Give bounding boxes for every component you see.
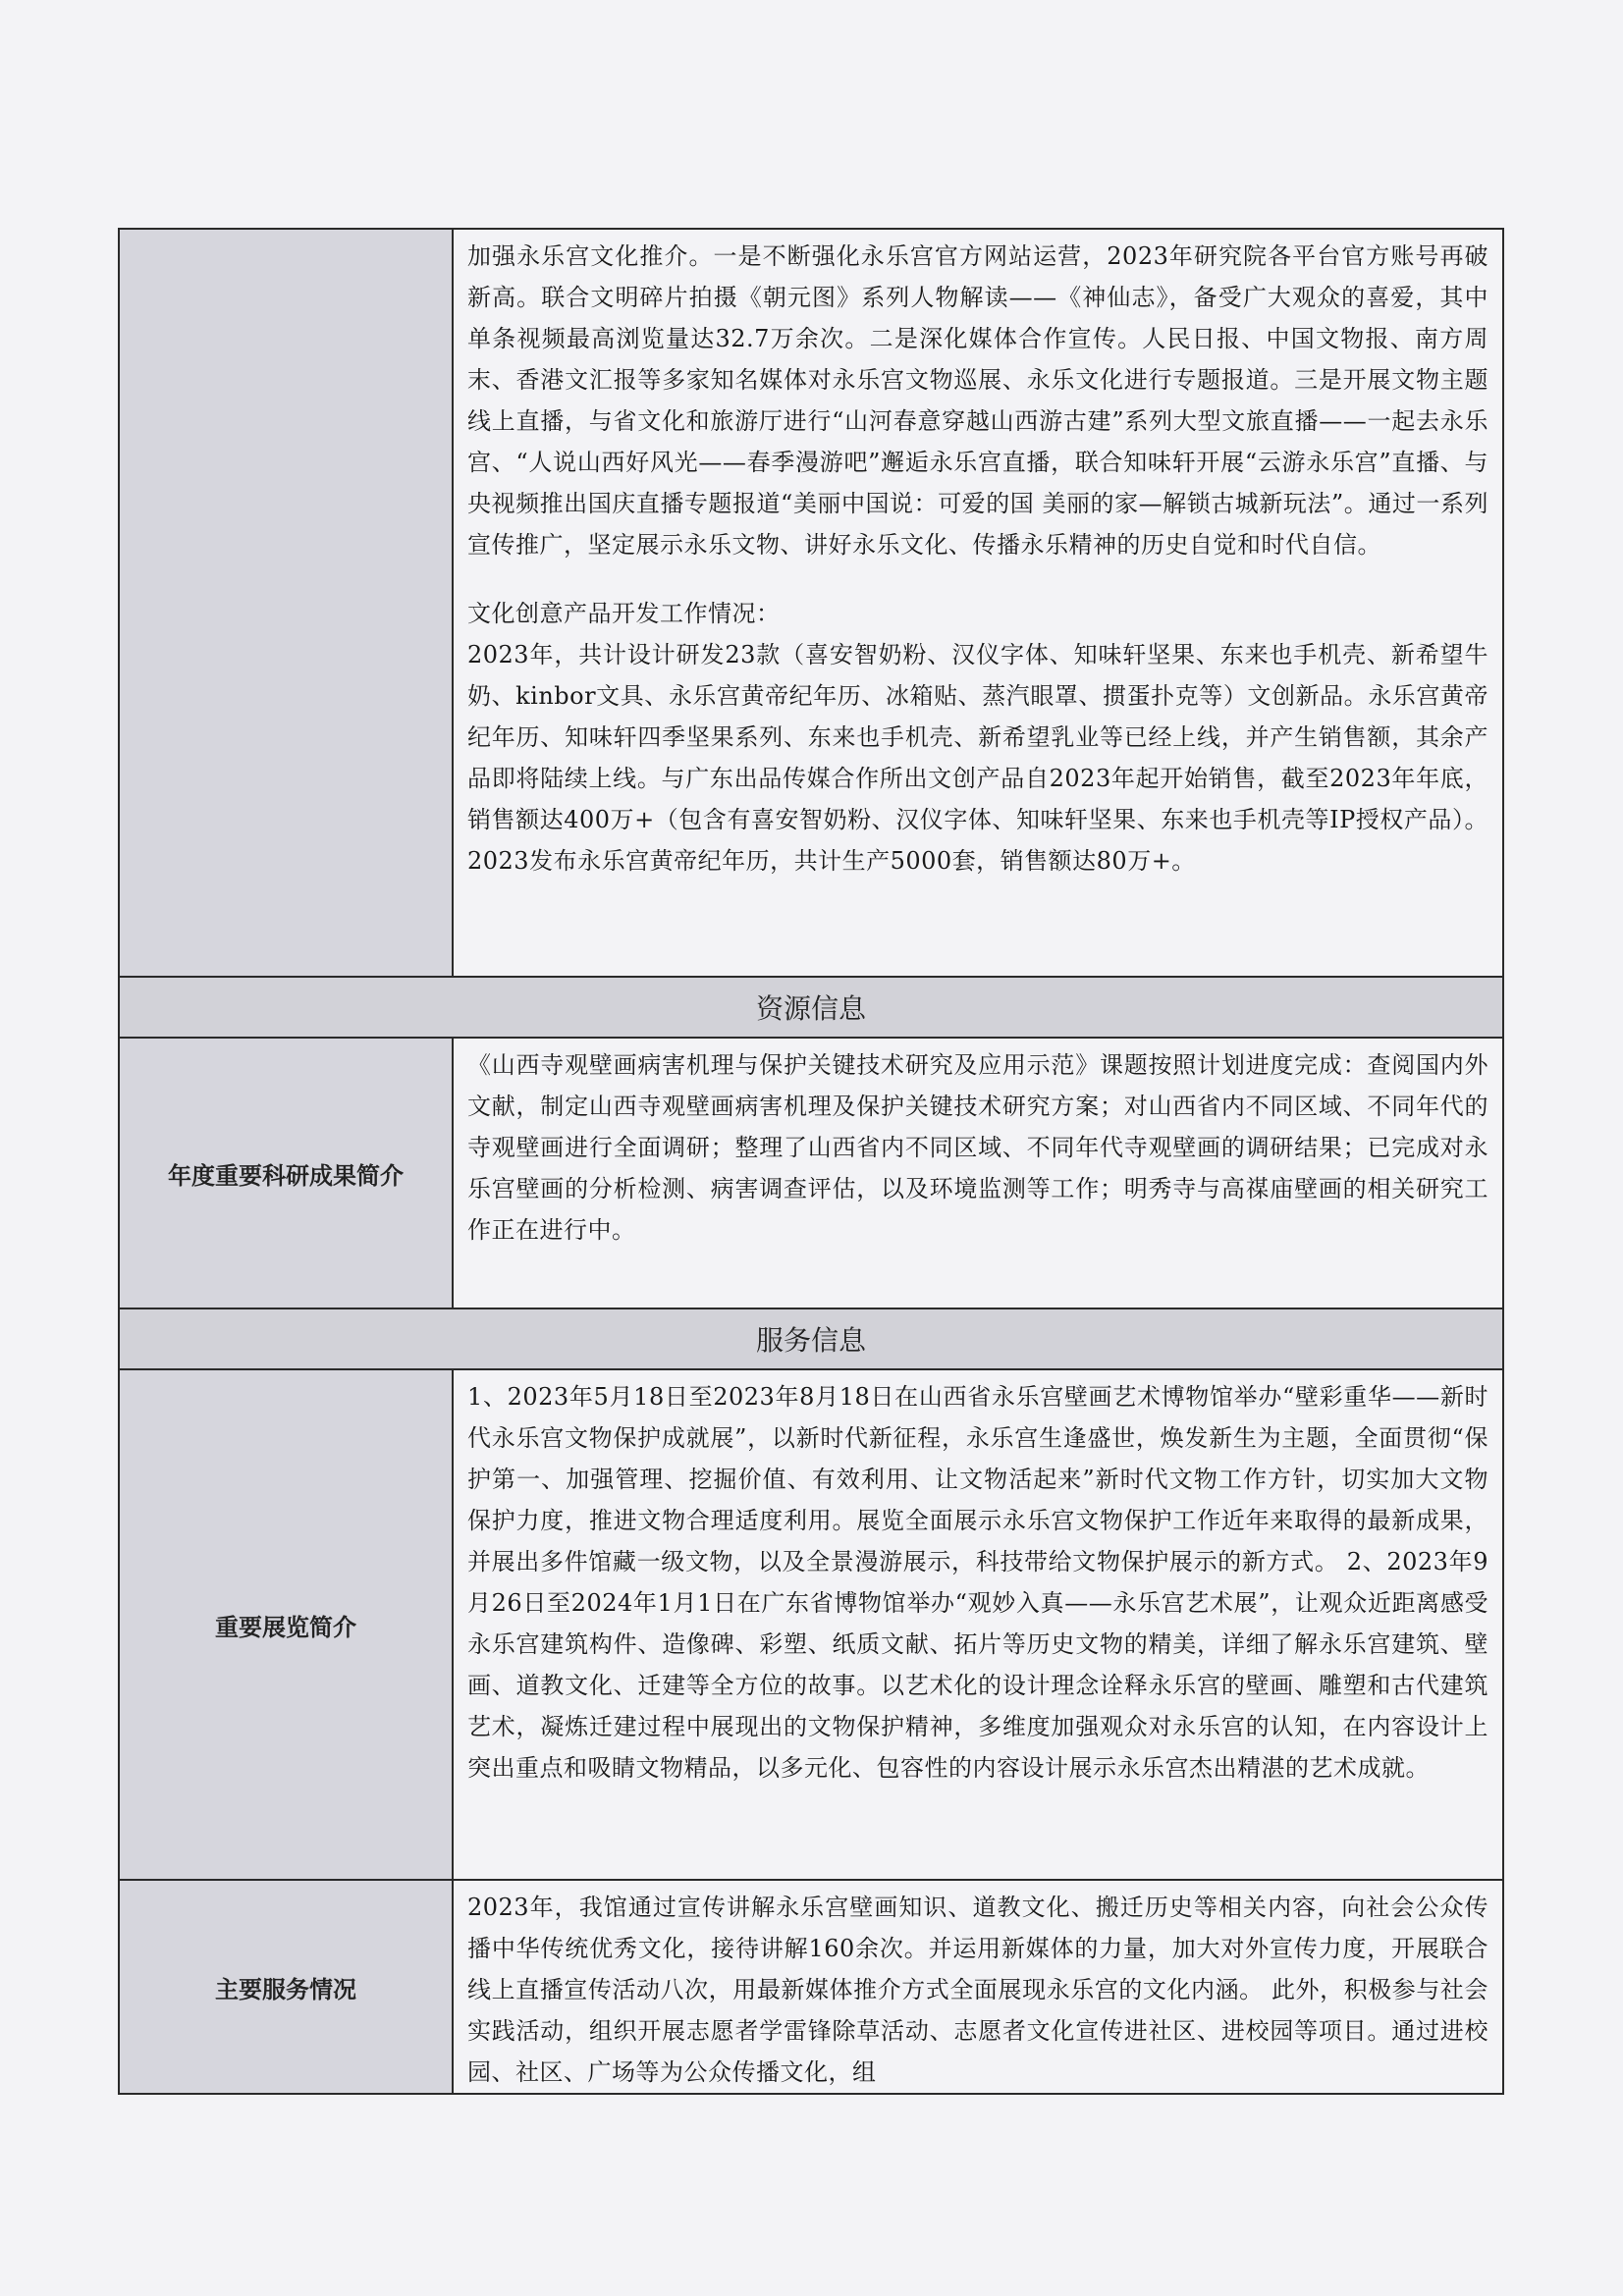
main-service-content-cell xyxy=(453,1880,1503,2094)
exhibition-content-cell xyxy=(453,1369,1503,1880)
research-content-cell xyxy=(453,1038,1503,1308)
intro-row xyxy=(119,229,1503,977)
services-header-row xyxy=(119,1308,1503,1369)
report-table xyxy=(118,228,1504,2095)
research-row xyxy=(119,1038,1503,1308)
exhibition-label: 重要展览简介 xyxy=(119,1369,453,1880)
main-service-label: 主要服务情况 xyxy=(119,1880,453,2094)
research-label: 年度重要科研成果简介 xyxy=(119,1038,453,1308)
promotion-paragraph: 加强永乐宫文化推介。一是不断强化永乐宫官方网站运营，2023年研究院各平台官方账号再破新高。联合文明碎片拍摄《朝元图》系列人物解读——《神仙志》，备受广大观众的喜爱，其中单条视频最高浏览量达32.7万余次。二是深化媒体合作宣传。人民日报、中国文物报、南方周末、香港文汇报等多家知名媒体对永乐宫文物巡展、永乐文化进行专题报道。三是开展文物主题线上直播，与省文化和旅游厅进行“山河春意穿越山西游古建”系列大型文旅直播——一起去永乐宫、“人说山西好风光——春季漫游吧”邂逅永乐宫直播，联合知味轩开展“云游永乐宫”直播、与央视频推出国庆直播专题报道“美丽中国说：可爱的国 美丽的家—解锁古城新玩法”。通过一系列宣传推广，坚定展示永乐文物、讲好永乐文化、传播永乐精神的历史自觉和时代自信。 xyxy=(467,242,1488,559)
resources-section-header: 资源信息 xyxy=(119,977,1503,1038)
cultural-products-title: 文化创意产品开发工作情况： xyxy=(467,600,781,627)
main-service-row xyxy=(119,1880,1503,2094)
services-section-header: 服务信息 xyxy=(119,1308,1503,1369)
cultural-products-section xyxy=(467,593,1488,881)
research-text: 《山西寺观壁画病害机理与保护关键技术研究及应用示范》课题按照计划进度完成：查阅国内外文献，制定山西寺观壁画病害机理及保护关键技术研究方案；对山西省内不同区域、不同年代的寺观壁画进行全面调研；整理了山西省内不同区域、不同年代寺观壁画的调研结果；已完成对永乐宫壁画的分析检测、病害调查评估，以及环境监测等工作；明秀寺与高禖庙壁画的相关研究工作正在进行中。 xyxy=(467,1051,1488,1244)
exhibition-row xyxy=(119,1369,1503,1880)
exhibition-text: 1、2023年5月18日至2023年8月18日在山西省永乐宫壁画艺术博物馆举办“壁彩重华——新时代永乐宫文物保护成就展”，以新时代新征程，永乐宫生逢盛世，焕发新生为主题，全面贯彻“保护第一、加强管理、挖掘价值、有效利用、让文物活起来”新时代文物工作方针，切实加大文物保护力度，推进文物合理适度利用。展览全面展示永乐宫文物保护工作近年来取得的最新成果，并展出多件馆藏一级文物，以及全景漫游展示，科技带给文物保护展示的新方式。 2、2023年9月26日至2024年1月1日在广东省博物馆举办“观妙入真——永乐宫艺术展”，让观众近距离感受永乐宫建筑构件、造像碑、彩塑、纸质文献、拓片等历史文物的精美，详细了解永乐宫建筑、壁画、道教文化、迁建等全方位的故事。以艺术化的设计理念诠释永乐宫的壁画、雕塑和古代建筑艺术，凝炼迁建过程中展现出的文物保护精神，多维度加强观众对永乐宫的认知，在内容设计上突出重点和吸睛文物精品，以多元化、包容性的内容设计展示永乐宫杰出精湛的艺术成就。 xyxy=(467,1383,1488,1782)
intro-content-cell xyxy=(453,229,1503,977)
main-service-text: 2023年，我馆通过宣传讲解永乐宫壁画知识、道教文化、搬迁历史等相关内容，向社会公众传播中华传统优秀文化，接待讲解160余次。并运用新媒体的力量，加大对外宣传力度，开展联合线上直播宣传活动八次，用最新媒体推介方式全面展现永乐宫的文化内涵。 此外，积极参与社会实践活动，组织开展志愿者学雷锋除草活动、志愿者文化宣传进社区、进校园等项目。通过进校园、社区、广场等为公众传播文化，组 xyxy=(467,1894,1488,2086)
intro-text-block xyxy=(454,230,1502,976)
intro-label-cell xyxy=(119,229,453,977)
cultural-products-body: 2023年，共计设计研发23款（喜安智奶粉、汉仪字体、知味轩坚果、东来也手机壳、新希望牛奶、kinbor文具、永乐宫黄帝纪年历、冰箱贴、蒸汽眼罩、掼蛋扑克等）文创新品。永乐宫黄帝纪年历、知味轩四季坚果系列、东来也手机壳、新希望乳业等已经上线，并产生销售额，其余产品即将陆续上线。与广东出品传媒合作所出文创产品自2023年起开始销售，截至2023年年底，销售额达400万+（包含有喜安智奶粉、汉仪字体、知味轩坚果、东来也手机壳等IP授权产品）。2023发布永乐宫黄帝纪年历，共计生产5000套，销售额达80万+。 xyxy=(467,641,1488,875)
resources-header-row xyxy=(119,977,1503,1038)
